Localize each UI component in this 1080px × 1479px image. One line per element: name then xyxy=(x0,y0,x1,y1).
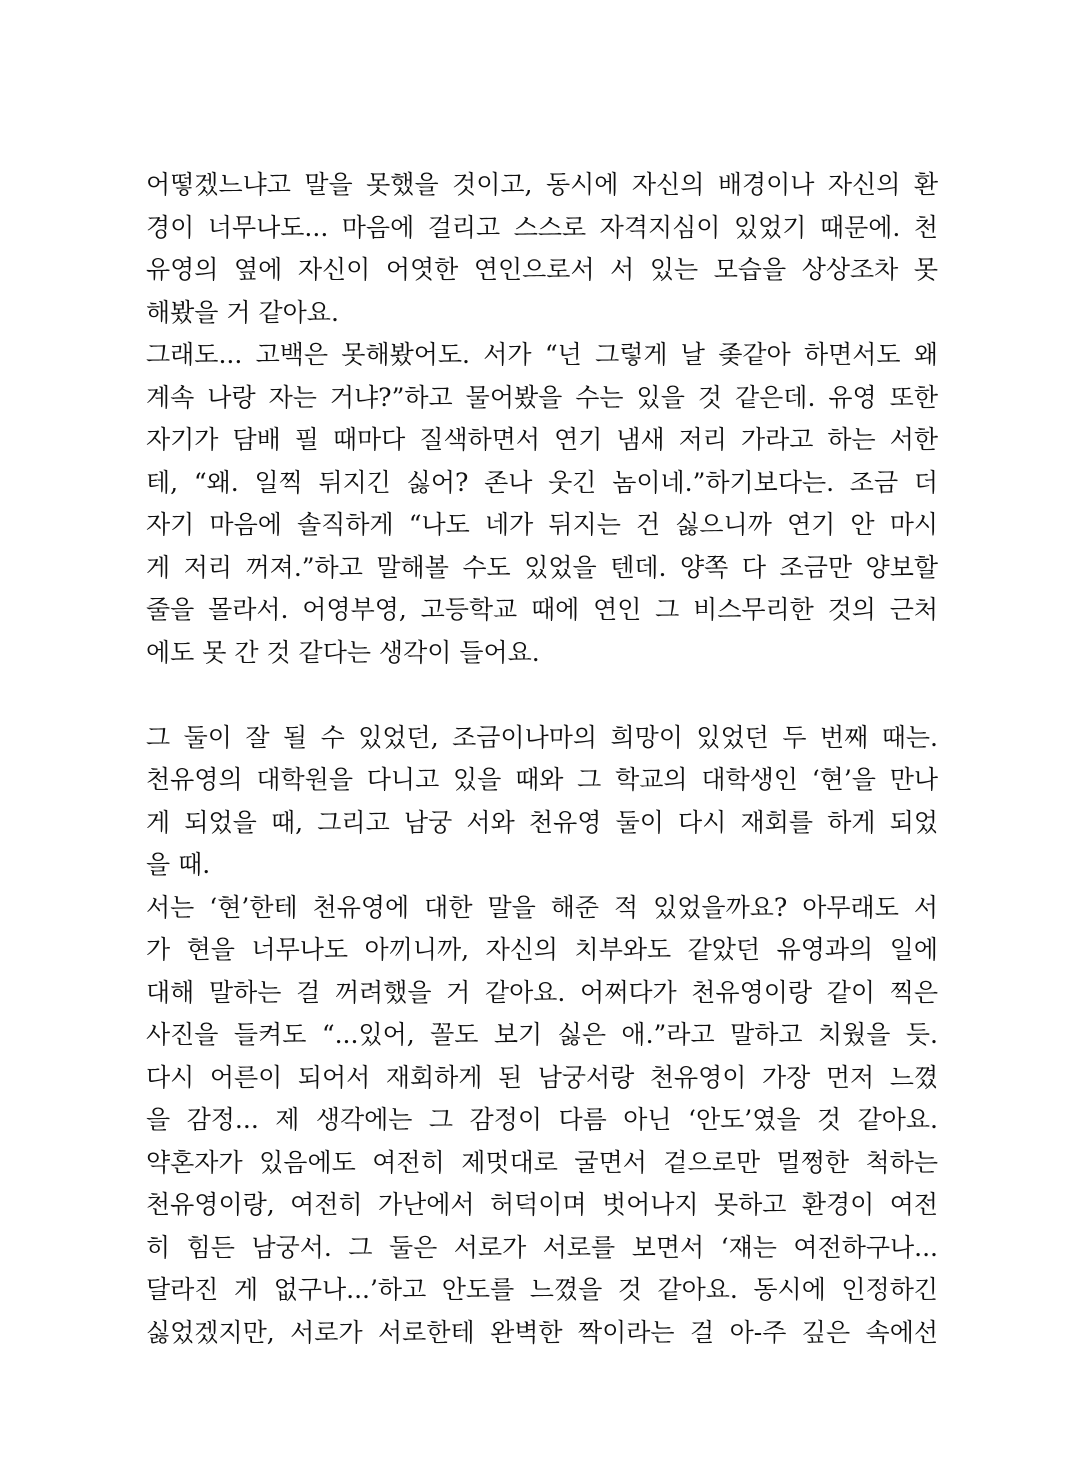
text-line: 게 되었을 때, 그리고 남궁 서와 천유영 둘이 다시 재회를 하게 되었 xyxy=(146,807,938,837)
text-line: 경이 너무나도... 마음에 걸리고 스스로 자격지심이 있었기 때문에. 천 xyxy=(146,212,938,242)
text-line: 히 힘든 남궁서. 그 둘은 서로가 서로를 보면서 ‘쟤는 여전하구나... xyxy=(146,1232,938,1262)
text-line: 약혼자가 있음에도 여전히 제멋대로 굴면서 겉으로만 멀쩡한 척하는 xyxy=(146,1147,938,1177)
text-line: 어떻겠느냐고 말을 못했을 것이고, 동시에 자신의 배경이나 자신의 환 xyxy=(146,170,938,199)
paragraph-2 xyxy=(146,334,938,674)
text-line: 테, “왜. 일찍 뒤지긴 싫어? 존나 웃긴 놈이네.”하기보다는. 조금 더 xyxy=(146,467,938,497)
paragraph-3 xyxy=(146,717,938,887)
text-line: 달라진 게 없구나...’하고 안도를 느꼈을 것 같아요. 동시에 인정하긴 xyxy=(146,1275,938,1304)
text-line: 줄을 몰라서. 어영부영, 고등학교 때에 연인 그 비스무리한 것의 근처 xyxy=(146,595,938,624)
text-line: 서는 ‘현’한테 천유영에 대한 말을 해준 적 있었을까요? 아무래도 서 xyxy=(146,892,938,922)
text-line: 천유영의 대학원을 다니고 있을 때와 그 학교의 대학생인 ‘현’을 만나 xyxy=(146,765,938,794)
text-line: 그 둘이 잘 될 수 있었던, 조금이나마의 희망이 있었던 두 번째 때는. xyxy=(146,722,938,752)
text-line: 천유영이랑, 여전히 가난에서 허덕이며 벗어나지 못하고 환경이 여전 xyxy=(146,1190,938,1219)
text-line: 싫었겠지만, 서로가 서로한테 완벽한 짝이라는 걸 아-주 깊은 속에선 xyxy=(146,1317,938,1347)
text-line: 대해 말하는 걸 꺼려했을 거 같아요. 어쩌다가 천유영이랑 같이 찍은 xyxy=(146,977,938,1007)
text-line: 자기가 담배 필 때마다 질색하면서 연기 냄새 저리 가라고 하는 서한 xyxy=(146,425,938,454)
text-line: 을 감정... 제 생각에는 그 감정이 다름 아닌 ‘안도’였을 것 같아요. xyxy=(146,1105,938,1134)
text-line: 해봤을 거 같아요. xyxy=(146,297,339,327)
paragraph-gap xyxy=(146,674,938,717)
text-line: 그래도... 고백은 못해봤어도. 서가 “넌 그렇게 날 좆같아 하면서도 왜 xyxy=(146,340,938,369)
text-line: 다시 어른이 되어서 재회하게 된 남궁서랑 천유영이 가장 먼저 느꼈 xyxy=(146,1062,938,1092)
paragraph-1 xyxy=(146,164,938,334)
paragraph-4 xyxy=(146,887,938,1355)
text-line: 사진을 들켜도 “...있어, 꼴도 보기 싫은 애.”라고 말하고 치웠을 듯. xyxy=(146,1020,938,1049)
text-line: 을 때. xyxy=(146,850,211,879)
text-line: 에도 못 간 것 같다는 생각이 들어요. xyxy=(146,637,540,667)
text-line: 유영의 옆에 자신이 어엿한 연인으로서 서 있는 모습을 상상조차 못 xyxy=(146,255,938,284)
body-text xyxy=(146,164,938,1354)
text-line: 계속 나랑 자는 거냐?”하고 물어봤을 수는 있을 것 같은데. 유영 또한 xyxy=(146,382,938,412)
text-line: 가 현을 너무나도 아끼니까, 자신의 치부와도 같았던 유영과의 일에 xyxy=(146,935,938,964)
text-line: 자기 마음에 솔직하게 “나도 네가 뒤지는 건 싫으니까 연기 안 마시 xyxy=(146,510,938,539)
text-line: 게 저리 꺼져.”하고 말해볼 수도 있었을 텐데. 양쪽 다 조금만 양보할 xyxy=(146,552,938,582)
